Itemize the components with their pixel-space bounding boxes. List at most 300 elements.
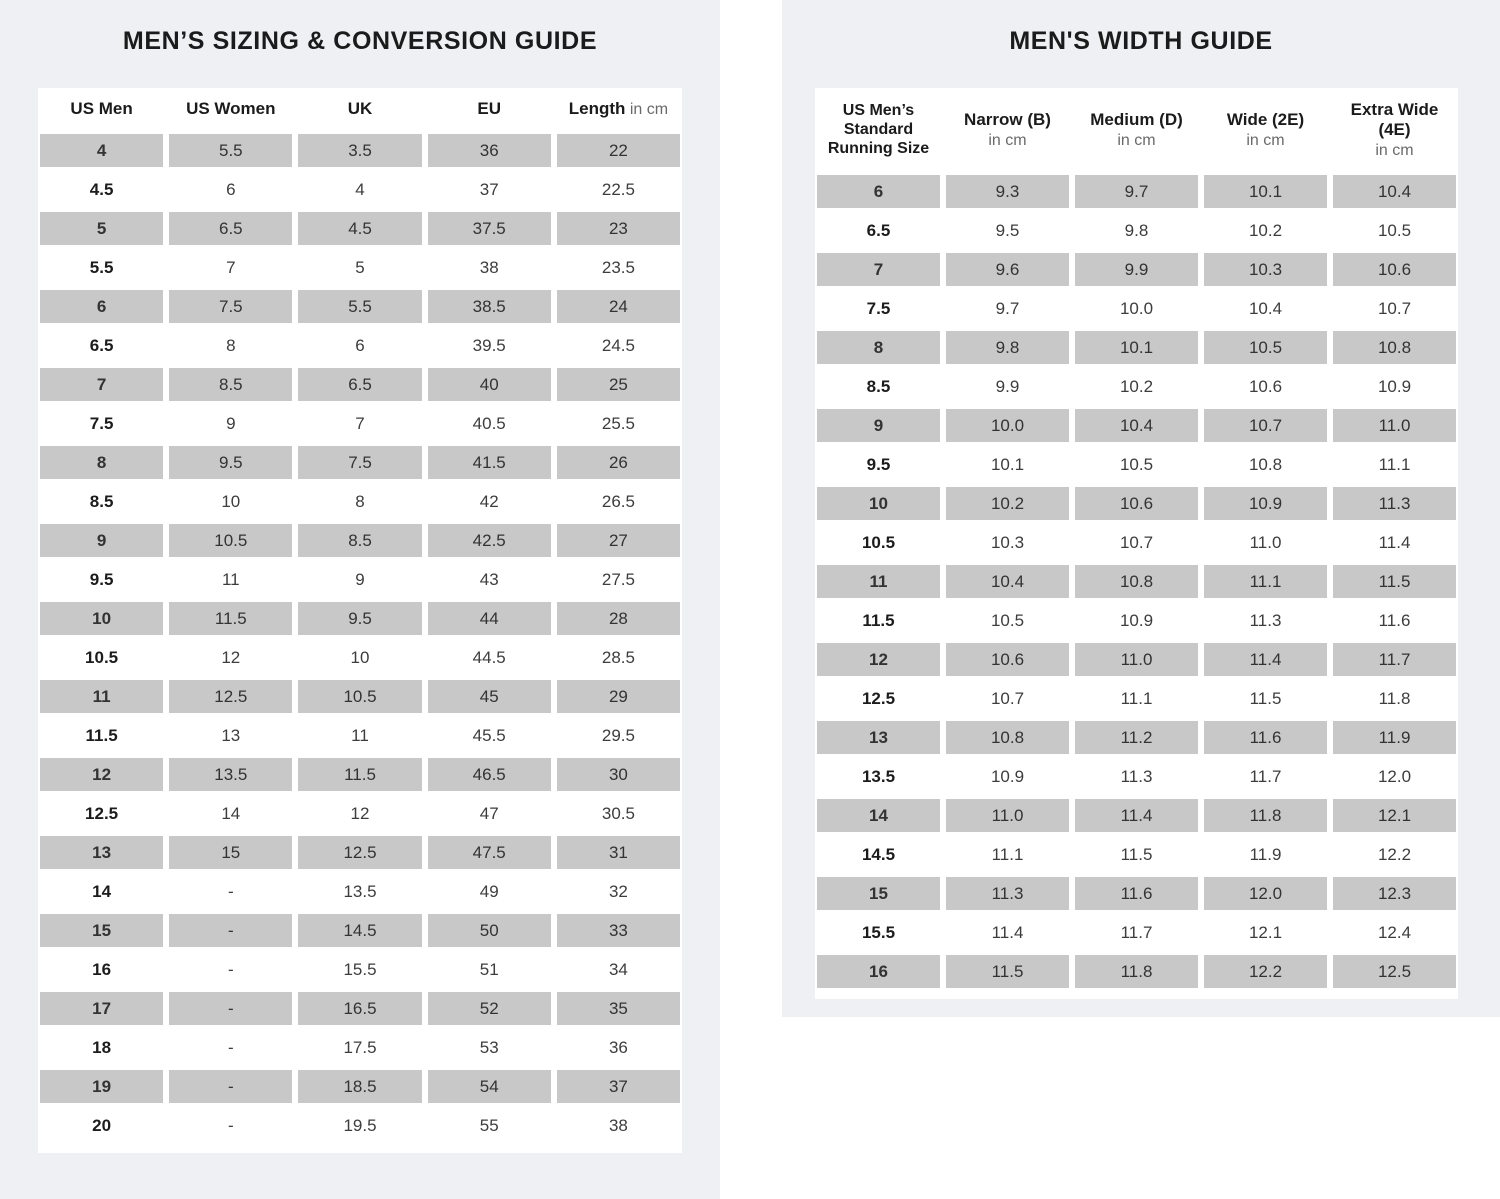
table-cell: 11.4 [1204, 643, 1327, 676]
table-cell: 26.5 [601, 491, 635, 511]
table-cell: 11.3 [1120, 766, 1153, 786]
column-header-wide: Wide (2E) in cm [1226, 110, 1305, 149]
table-cell: 45.5 [472, 725, 506, 745]
table-row [40, 755, 680, 794]
table-cell: 11.0 [1075, 643, 1198, 676]
table-cell: 29.5 [601, 725, 635, 745]
table-cell: 24.5 [601, 335, 635, 355]
table-cell: 9 [40, 524, 163, 557]
table-cell: 12.5 [85, 803, 119, 823]
table-cell: 37.5 [428, 212, 551, 245]
table-cell: 53 [479, 1037, 499, 1057]
sizing-conversion-table [38, 88, 682, 1153]
table-row [817, 289, 1456, 328]
table-cell: 10.0 [1119, 298, 1154, 318]
table-cell: 9.5 [298, 602, 421, 635]
table-cell: 11 [817, 565, 940, 598]
table-row [817, 952, 1456, 991]
table-cell: 50 [428, 914, 551, 947]
table-cell: 40.5 [472, 413, 506, 433]
table-row [40, 1106, 680, 1145]
table-row [817, 757, 1456, 796]
table-cell: 5 [355, 257, 365, 277]
table-cell: 27 [557, 524, 680, 557]
table-cell: 9.8 [1124, 220, 1149, 240]
table-cell: 26 [557, 446, 680, 479]
table-cell: 36 [428, 134, 551, 167]
table-row [40, 560, 680, 599]
table-cell: 19 [40, 1070, 163, 1103]
table-row [40, 716, 680, 755]
table-cell: 9 [817, 409, 940, 442]
table-cell: 11.3 [946, 877, 1069, 910]
table-cell: 10.2 [1248, 220, 1283, 240]
table-row [817, 172, 1456, 211]
table-cell: 11 [351, 725, 369, 745]
table-cell: 10.8 [1248, 454, 1283, 474]
table-cell: 6 [355, 335, 365, 355]
table-row [40, 209, 680, 248]
table-cell: 35 [557, 992, 680, 1025]
table-cell: 9.5 [995, 220, 1020, 240]
table-cell: 12 [40, 758, 163, 791]
table-row [40, 950, 680, 989]
table-cell: 28.5 [601, 647, 635, 667]
table-cell: 7 [40, 368, 163, 401]
table-cell: 36 [608, 1037, 628, 1057]
column-header-medium: Medium (D) in cm [1090, 110, 1183, 149]
column-header-length: Length in cm [568, 99, 669, 119]
table-cell: 10.2 [946, 487, 1069, 520]
table-cell: 11.0 [1333, 409, 1456, 442]
table-cell: 10.9 [1377, 376, 1412, 396]
table-cell: 12.4 [1377, 922, 1412, 942]
table-cell: 14 [221, 803, 241, 823]
table-cell: - [169, 992, 292, 1025]
table-cell: 42.5 [428, 524, 551, 557]
table-cell: 7 [355, 413, 365, 433]
table-cell: 22.5 [601, 179, 635, 199]
table-cell: 11.8 [1204, 799, 1327, 832]
table-row [40, 287, 680, 326]
table-row [40, 599, 680, 638]
table-cell: 12.1 [1248, 922, 1283, 942]
table-cell: 18 [92, 1037, 112, 1057]
table-cell: 12.2 [1377, 844, 1412, 864]
table-cell: 5.5 [89, 257, 114, 277]
table-cell: 11.1 [1378, 454, 1411, 474]
table-cell: 9.8 [946, 331, 1069, 364]
table-cell: 10.1 [1075, 331, 1198, 364]
table-cell: 34 [608, 959, 628, 979]
table-cell: 38.5 [428, 290, 551, 323]
table-cell: 24 [557, 290, 680, 323]
table-cell: 39.5 [472, 335, 506, 355]
table-cell: - [169, 914, 292, 947]
table-cell: 14 [817, 799, 940, 832]
table-cell: 20 [92, 1115, 112, 1135]
table-cell: 11.9 [1249, 844, 1282, 864]
table-cell: 22 [557, 134, 680, 167]
table-cell: 12.3 [1333, 877, 1456, 910]
table-cell: 10.5 [1377, 220, 1412, 240]
table-cell: 6 [817, 175, 940, 208]
table-cell: 10.9 [990, 766, 1025, 786]
table-cell: 30 [557, 758, 680, 791]
table-row [817, 562, 1456, 601]
table-cell: 55 [479, 1115, 499, 1135]
table-row [40, 1067, 680, 1106]
column-header-eu: EU [477, 99, 502, 119]
table-cell: 11.7 [1333, 643, 1456, 676]
table-cell: 10.5 [85, 647, 119, 667]
table-cell: 12 [221, 647, 241, 667]
table-cell: 9.9 [995, 376, 1020, 396]
table-cell: 8 [226, 335, 236, 355]
table-cell: 12 [350, 803, 370, 823]
table-cell: 8 [355, 491, 365, 511]
table-cell: 10.8 [1075, 565, 1198, 598]
table-cell: 38 [479, 257, 499, 277]
table-cell: 11.7 [1249, 766, 1282, 786]
table-cell: 8 [40, 446, 163, 479]
table-cell: 17 [40, 992, 163, 1025]
table-cell: 12.2 [1204, 955, 1327, 988]
table-row [817, 445, 1456, 484]
table-cell: 10.3 [1204, 253, 1327, 286]
table-cell: 15 [817, 877, 940, 910]
table-cell: 10 [221, 491, 241, 511]
table-cell: 14.5 [298, 914, 421, 947]
table-cell: 15.5 [343, 959, 377, 979]
table-cell: 9.7 [995, 298, 1020, 318]
table-cell: 10.5 [169, 524, 292, 557]
table-cell: 52 [428, 992, 551, 1025]
table-cell: 23 [557, 212, 680, 245]
table-row [40, 1028, 680, 1067]
table-cell: 8.5 [298, 524, 421, 557]
table-cell: - [227, 881, 234, 901]
table-cell: 10 [350, 647, 370, 667]
table-cell: 8.5 [169, 368, 292, 401]
table-cell: 38 [608, 1115, 628, 1135]
table-cell: 33 [557, 914, 680, 947]
table-cell: 12.5 [169, 680, 292, 713]
table-cell: 10.9 [1119, 610, 1154, 630]
table-row [40, 443, 680, 482]
table-row [40, 326, 680, 365]
table-cell: 10.5 [861, 532, 896, 552]
table-cell: 40 [428, 368, 551, 401]
table-cell: 12 [817, 643, 940, 676]
table-row [40, 248, 680, 287]
table-cell: 10.4 [1075, 409, 1198, 442]
table-row [817, 679, 1456, 718]
table-cell: 9.5 [169, 446, 292, 479]
table-row [40, 872, 680, 911]
table-cell: 11.1 [1120, 688, 1153, 708]
table-cell: 10.2 [1119, 376, 1154, 396]
table-cell: 11.3 [1333, 487, 1456, 520]
table-row [817, 601, 1456, 640]
table-cell: - [227, 1115, 234, 1135]
table-cell: 10.5 [1119, 454, 1154, 474]
table-cell: 15 [40, 914, 163, 947]
table-cell: 45 [428, 680, 551, 713]
table-cell: 4.5 [89, 179, 114, 199]
table-cell: 23.5 [601, 257, 635, 277]
table-cell: 6 [40, 290, 163, 323]
table-cell: 10 [40, 602, 163, 635]
table-cell: 18.5 [298, 1070, 421, 1103]
table-row [40, 911, 680, 950]
table-row [817, 523, 1456, 562]
table-cell: 9.5 [89, 569, 114, 589]
column-header-us-men: US Men [70, 99, 133, 119]
table-cell: 12.5 [861, 688, 896, 708]
table-cell: 46.5 [428, 758, 551, 791]
table-cell: 7 [226, 257, 236, 277]
table-cell: 5.5 [169, 134, 292, 167]
table-cell: - [227, 959, 234, 979]
table-cell: 16 [92, 959, 112, 979]
table-cell: 17.5 [343, 1037, 377, 1057]
table-cell: 12.5 [1333, 955, 1456, 988]
table-row [40, 638, 680, 677]
table-row [817, 640, 1456, 679]
table-cell: 9.7 [1075, 175, 1198, 208]
table-cell: 13.5 [861, 766, 896, 786]
table-cell: 11.5 [1249, 688, 1282, 708]
table-cell: 11.4 [991, 922, 1024, 942]
table-cell: 10.5 [1204, 331, 1327, 364]
table-cell: 11.9 [1333, 721, 1456, 754]
table-cell: 10.1 [1204, 175, 1327, 208]
table-cell: 28 [557, 602, 680, 635]
table-cell: 10.4 [946, 565, 1069, 598]
table-cell: 11.5 [85, 725, 118, 745]
table-cell: 10.7 [990, 688, 1025, 708]
table-cell: 11.0 [1249, 532, 1282, 552]
table-cell: 25.5 [601, 413, 635, 433]
table-cell: 9.3 [946, 175, 1069, 208]
table-cell: 10 [817, 487, 940, 520]
column-header-uk: UK [347, 99, 373, 119]
table-cell: 11.2 [1075, 721, 1198, 754]
table-cell: 13.5 [343, 881, 377, 901]
table-cell: 15.5 [861, 922, 896, 942]
table-cell: 9 [355, 569, 365, 589]
table-cell: 30.5 [601, 803, 635, 823]
table-cell: 10.5 [990, 610, 1025, 630]
table-cell: 37 [557, 1070, 680, 1103]
table-cell: 4 [355, 179, 365, 199]
width-guide-title: MEN'S WIDTH GUIDE [1009, 27, 1273, 55]
table-row [817, 484, 1456, 523]
table-cell: 5.5 [298, 290, 421, 323]
table-cell: 49 [479, 881, 499, 901]
table-cell: 10.7 [1204, 409, 1327, 442]
table-cell: 47.5 [428, 836, 551, 869]
table-cell: - [169, 1070, 292, 1103]
table-row [40, 170, 680, 209]
table-cell: 12.5 [298, 836, 421, 869]
table-cell: 32 [608, 881, 628, 901]
table-row [40, 677, 680, 716]
table-row [40, 521, 680, 560]
table-row [40, 989, 680, 1028]
table-cell: 13 [40, 836, 163, 869]
table-cell: 11.8 [1378, 688, 1411, 708]
table-cell: 9 [226, 413, 236, 433]
table-cell: 54 [428, 1070, 551, 1103]
table-cell: 6.5 [866, 220, 891, 240]
table-cell: 29 [557, 680, 680, 713]
table-cell: 6.5 [89, 335, 114, 355]
table-cell: 11.1 [1204, 565, 1327, 598]
table-cell: 4.5 [298, 212, 421, 245]
table-row [40, 404, 680, 443]
table-cell: 6.5 [169, 212, 292, 245]
table-cell: 8 [817, 331, 940, 364]
sizing-table-body [40, 131, 680, 1145]
table-cell: 11.6 [1378, 610, 1411, 630]
table-cell: 10.9 [1204, 487, 1327, 520]
table-row [817, 835, 1456, 874]
table-cell: 8.5 [89, 491, 114, 511]
table-cell: 11.5 [946, 955, 1069, 988]
width-guide-table [815, 88, 1458, 999]
table-cell: 11.5 [1333, 565, 1456, 598]
table-cell: 7.5 [89, 413, 114, 433]
width-table-body [817, 172, 1456, 991]
table-cell: 7.5 [169, 290, 292, 323]
table-row [817, 250, 1456, 289]
table-row [40, 131, 680, 170]
table-cell: 6.5 [298, 368, 421, 401]
table-cell: 7.5 [298, 446, 421, 479]
sizing-guide-title: MEN’S SIZING & CONVERSION GUIDE [122, 27, 598, 55]
table-cell: 10.5 [298, 680, 421, 713]
table-cell: 10.1 [990, 454, 1025, 474]
sizing-conversion-card [0, 0, 720, 1199]
table-cell: 10.4 [1248, 298, 1283, 318]
column-header-narrow: Narrow (B) in cm [964, 110, 1051, 149]
table-cell: 27.5 [601, 569, 635, 589]
width-table-header-row [817, 88, 1456, 172]
table-cell: 10.6 [1075, 487, 1198, 520]
table-cell: 14 [92, 881, 112, 901]
table-cell: 19.5 [343, 1115, 377, 1135]
table-cell: 47 [479, 803, 499, 823]
table-row [40, 482, 680, 521]
table-cell: 31 [557, 836, 680, 869]
table-cell: 13 [221, 725, 241, 745]
table-cell: 44.5 [472, 647, 506, 667]
table-cell: 10.8 [946, 721, 1069, 754]
table-cell: 10.7 [1119, 532, 1154, 552]
table-cell: 11 [40, 680, 163, 713]
table-row [817, 718, 1456, 757]
table-cell: 41.5 [428, 446, 551, 479]
table-cell: 7.5 [866, 298, 891, 318]
table-cell: 11.8 [1075, 955, 1198, 988]
table-cell: 9.5 [866, 454, 891, 474]
table-cell: 13 [817, 721, 940, 754]
table-cell: 11.5 [1120, 844, 1153, 864]
table-cell: 6 [226, 179, 236, 199]
table-cell: 11.3 [1249, 610, 1282, 630]
table-cell: 51 [479, 959, 499, 979]
column-header-running-size: US Men’s Standard Running Size [827, 102, 930, 158]
table-cell: 12.1 [1333, 799, 1456, 832]
table-cell: 43 [479, 569, 499, 589]
table-cell: 11.4 [1075, 799, 1198, 832]
table-cell: 8.5 [866, 376, 891, 396]
table-cell: 11.6 [1075, 877, 1198, 910]
table-cell: 10.6 [1333, 253, 1456, 286]
table-cell: 14.5 [861, 844, 896, 864]
table-cell: 11.5 [169, 602, 292, 635]
column-header-us-women: US Women [186, 99, 276, 119]
table-cell: 4 [40, 134, 163, 167]
table-row [817, 913, 1456, 952]
table-cell: 11.4 [1378, 532, 1411, 552]
table-row [817, 796, 1456, 835]
sizing-table-header-row [40, 88, 680, 131]
table-cell: 15 [169, 836, 292, 869]
table-cell: 11.1 [991, 844, 1024, 864]
table-row [817, 406, 1456, 445]
table-row [40, 833, 680, 872]
table-cell: 13.5 [169, 758, 292, 791]
table-cell: 11.5 [862, 610, 895, 630]
table-cell: 11.6 [1204, 721, 1327, 754]
table-cell: 37 [479, 179, 499, 199]
table-row [817, 328, 1456, 367]
table-cell: 10.0 [946, 409, 1069, 442]
table-cell: 7 [817, 253, 940, 286]
column-header-extra-wide: Extra Wide (4E) in cm [1350, 100, 1439, 159]
table-cell: 10.4 [1333, 175, 1456, 208]
table-cell: 42 [479, 491, 499, 511]
table-row [817, 211, 1456, 250]
table-cell: 12.0 [1204, 877, 1327, 910]
table-cell: 10.8 [1333, 331, 1456, 364]
table-cell: 10.7 [1377, 298, 1412, 318]
table-cell: 5 [40, 212, 163, 245]
table-cell: 10.3 [990, 532, 1025, 552]
table-cell: - [227, 1037, 234, 1057]
table-row [817, 367, 1456, 406]
width-guide-card [782, 0, 1500, 1017]
table-cell: 9.6 [946, 253, 1069, 286]
table-cell: 44 [428, 602, 551, 635]
table-cell: 11.0 [946, 799, 1069, 832]
table-cell: 10.6 [1248, 376, 1283, 396]
table-cell: 12.0 [1377, 766, 1412, 786]
table-cell: 3.5 [298, 134, 421, 167]
table-row [40, 794, 680, 833]
table-cell: 11.7 [1120, 922, 1153, 942]
table-cell: 11.5 [298, 758, 421, 791]
table-cell: 11 [221, 569, 240, 589]
table-row [40, 365, 680, 404]
table-cell: 10.6 [946, 643, 1069, 676]
table-cell: 25 [557, 368, 680, 401]
table-row [817, 874, 1456, 913]
table-cell: 9.9 [1075, 253, 1198, 286]
